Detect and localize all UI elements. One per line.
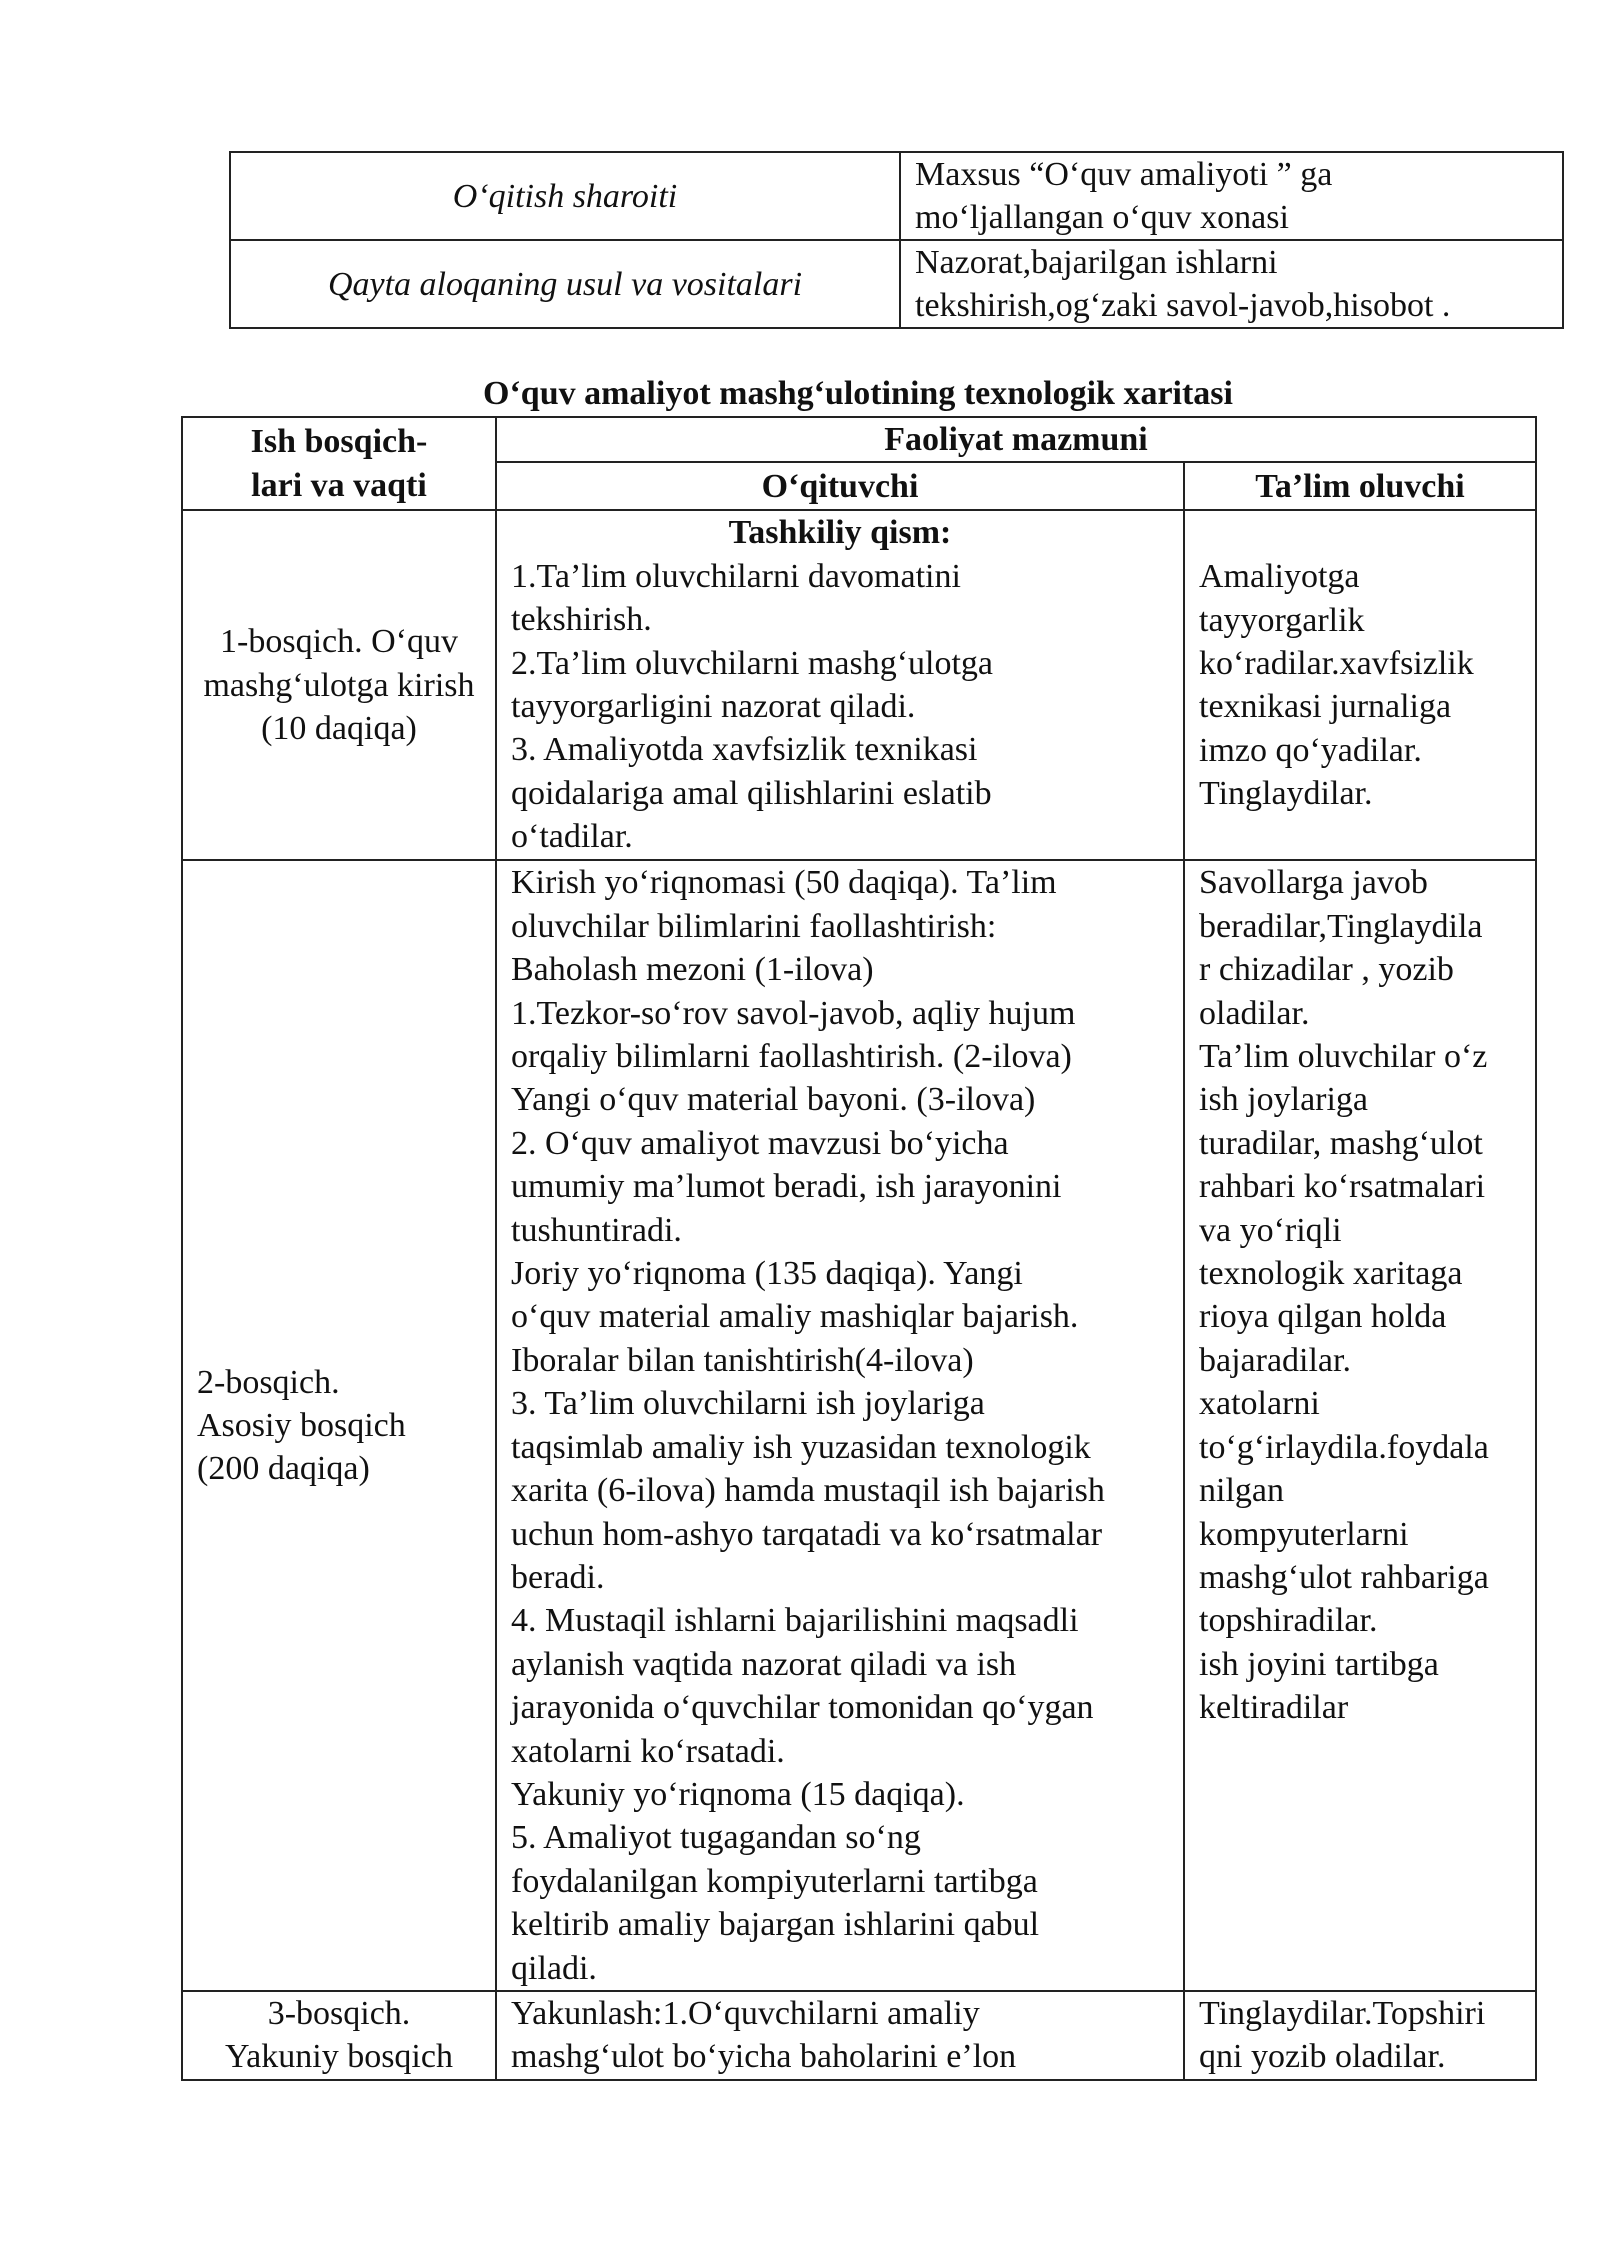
stage-cell: 3-bosqich. Yakuniy bosqich (182, 1991, 496, 2080)
organizational-part-heading: Tashkiliy qism: (728, 514, 952, 552)
learner-cell: Tinglaydilar.Topshiri qni yozib oladilar. (1184, 1991, 1536, 2080)
teacher-cell (496, 510, 1184, 860)
table-row (182, 1991, 1536, 2080)
table-row (182, 860, 1536, 1991)
stage-cell: 1-bosqich. O‘quv mashg‘ulotga kirish (10 daqiqa) (182, 510, 496, 860)
teacher-cell: Yakunlash:1.O‘quvchilarni amaliy mashg‘ulot bo‘yicha baholarini e’lon (496, 1991, 1184, 2080)
header-row (182, 417, 1536, 462)
stage-column-header: Ish bosqich- lari va vaqti (182, 417, 496, 510)
conditions-value: Maxsus “O‘quv amaliyoti ” ga mo‘ljallangan o‘quv xonasi (900, 152, 1563, 240)
teacher-activity-text: 1.Ta’lim oluvchilarni davomatini tekshirish. 2.Ta’lim oluvchilarni mashg‘ulotga tayyorgarligini nazorat qiladi. 3. Amaliyotda xavfsizlik texnikasi qoidalariga amal qilishlarini eslatib o‘tadilar. (511, 557, 994, 856)
feedback-methods-value: Nazorat,bajarilgan ishlarni tekshirish,og‘zaki savol-javob,hisobot . (900, 240, 1563, 328)
table-row (182, 510, 1536, 860)
teacher-cell: Kirish yo‘riqnomasi (50 daqiqa). Ta’lim oluvchilar bilimlarini faollashtirish: Baholash mezoni (1-ilova) 1.Tezkor-so‘rov savol-javob, aqliy hujum orqaliy bilimlarni faollashtirish. (2-ilova) Yangi o‘quv material bayoni. (3-ilova) 2. O‘quv amaliyot mavzusi bo‘yicha umumiy ma’lumot beradi, ish jarayonini tushuntiradi. Joriy yo‘riqnoma (135 daqiqa). Yangi o‘quv material amaliy mashiqlar bajarish. Iboralar bilan tanishtirish(4-ilova) 3. Ta’lim oluvchilarni ish joylariga taqsimlab amaliy ish yuzasidan texnologik xarita (6-ilova) hamda mustaqil ish bajarish uchun hom-ashyo tarqatadi va ko‘rsatmalar beradi. 4. Mustaqil ishlarni bajarilishini maqsadli aylanish vaqtida nazorat qiladi va ish jarayonida o‘quvchilar tomonidan qo‘ygan xatolarni ko‘rsatadi. Yakuniy yo‘riqnoma (15 daqiqa). 5. Amaliyot tugagandan so‘ng foydalanilgan kompiyuterlarni tartibga keltirib amaliy bajargan ishlarini qabul qiladi. (496, 860, 1184, 1991)
table-row (230, 240, 1563, 328)
conditions-label: O‘qitish sharoiti (230, 152, 900, 240)
teacher-column-header: O‘qituvchi (496, 462, 1184, 510)
lesson-conditions-table (229, 151, 1564, 329)
stage-cell: 2-bosqich. Asosiy bosqich (200 daqiqa) (182, 860, 496, 1991)
table-row (230, 152, 1563, 240)
learner-cell: Savollarga javob beradilar,Tinglaydila r chizadilar , yozib oladilar. Ta’lim oluvchilar o‘z ish joylariga turadilar, mashg‘ulot rahbari ko‘rsatmalari va yo‘riqli texnologik xaritaga rioya qilgan holda bajaradilar. xatolarni to‘g‘irlaydila.foydala nilgan kompyuterlarni mashg‘ulot rahbariga topshiradilar. ish joyini tartibga keltiradilar (1184, 860, 1536, 1991)
activity-content-header: Faoliyat mazmuni (496, 417, 1536, 462)
learner-column-header: Ta’lim oluvchi (1184, 462, 1536, 510)
technology-map-table (181, 416, 1537, 2081)
feedback-methods-label: Qayta aloqaning usul va vositalari (230, 240, 900, 328)
learner-cell: Amaliyotga tayyorgarlik ko‘radilar.xavfsizlik texnikasi jurnaliga imzo qo‘yadilar. Tinglaydilar. (1184, 510, 1536, 860)
technology-map-title: O‘quv amaliyot mashg‘ulotining texnologik xaritasi (483, 375, 1233, 412)
